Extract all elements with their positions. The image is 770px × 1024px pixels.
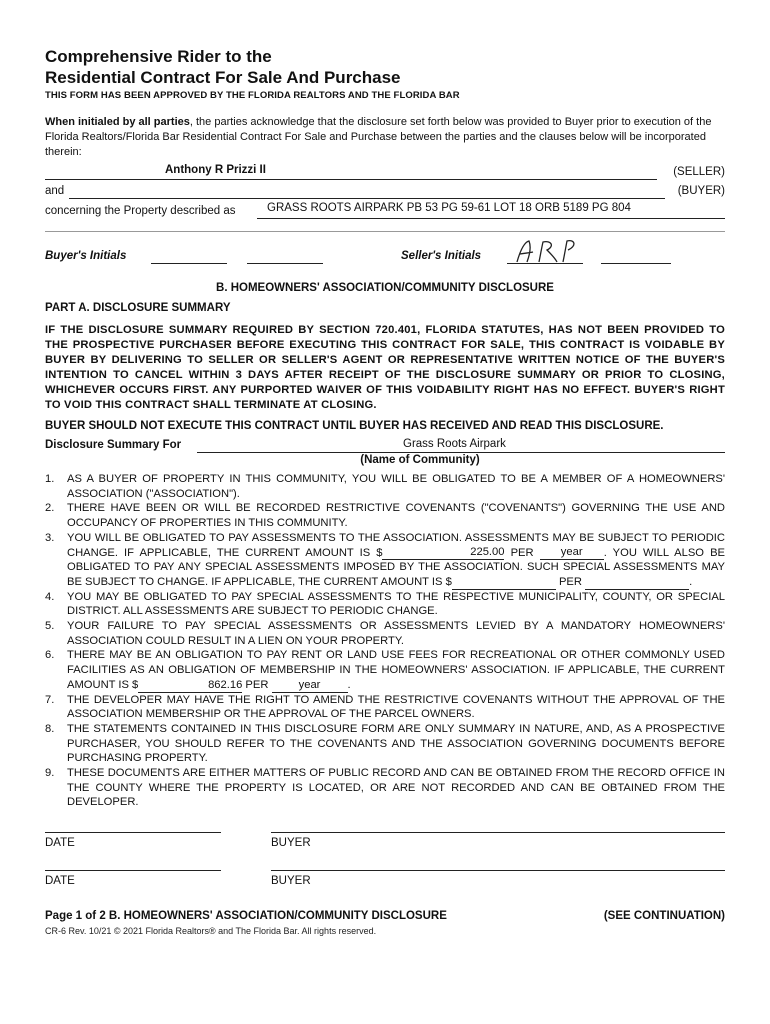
property-extra-line[interactable] xyxy=(45,221,725,232)
buyer-initial-field-1[interactable] xyxy=(151,263,227,264)
property-description: GRASS ROOTS AIRPARK PB 53 PG 59-61 LOT 18 ORB 5189 PG 804 xyxy=(267,202,631,214)
intro-bold: When initialed by all parties xyxy=(45,116,190,128)
buyer-field[interactable] xyxy=(69,183,665,199)
list-item: 1. AS A BUYER OF PROPERTY IN THIS COMMUNITY, YOU WILL BE OBLIGATED TO BE A MEMBER OF A HOMEOWNERS' ASSOCIATION ("ASSOCIATION"). xyxy=(45,473,725,500)
list-item: 8. THE STATEMENTS CONTAINED IN THIS DISCLOSURE FORM ARE ONLY SUMMARY IN NATURE, AND, AS A PROSPECTIVE PURCHASER, YOU SHOULD REFER TO THE COVENANTS AND THE ASSOCIATION GOVERNING DOCUMENTS BEFORE PURCHASING PROPERTY. xyxy=(45,722,725,765)
part-a-heading: PART A. DISCLOSURE SUMMARY xyxy=(45,302,231,314)
property-prefix: concerning the Property described as xyxy=(45,205,236,217)
rent-period-field[interactable]: year xyxy=(272,679,348,693)
disclosure-items xyxy=(45,472,725,810)
special-assessment-amount-field[interactable] xyxy=(452,576,556,590)
initials-row xyxy=(45,242,725,268)
document-page xyxy=(45,46,725,936)
community-name: Grass Roots Airpark xyxy=(403,438,506,450)
community-caption: (Name of Community) xyxy=(360,454,480,466)
special-assessment-period-field[interactable] xyxy=(585,576,689,590)
list-item: 2. THERE HAVE BEEN OR WILL BE RECORDED RESTRICTIVE COVENANTS ("COVENANTS") GOVERNING THE USE AND OCCUPANCY OF PROPERTIES IN THIS COMMUNITY. xyxy=(45,502,725,530)
summary-for-row xyxy=(45,437,725,454)
continuation-note: (SEE CONTINUATION) xyxy=(603,910,725,923)
seller-initials-label: Seller's Initials xyxy=(401,250,482,262)
buyer-signature-field-1[interactable] xyxy=(271,832,725,833)
property-row xyxy=(45,202,725,221)
seller-row xyxy=(45,164,725,183)
buyer-label-2: BUYER xyxy=(271,875,311,888)
date-field-1[interactable] xyxy=(45,832,221,833)
assessment-amount-field[interactable]: 225.00 xyxy=(382,546,504,560)
list-item: 5. YOUR FAILURE TO PAY SPECIAL ASSESSMENTS OR ASSESSMENTS LEVIED BY A MANDATORY HOMEOWNERS' ASSOCIATION COULD RESULT IN A LIEN ON YOUR PROPERTY. xyxy=(45,620,725,647)
section-heading: B. HOMEOWNERS' ASSOCIATION/COMMUNITY DISCLOSURE xyxy=(216,282,554,294)
form-title xyxy=(45,46,725,88)
buyer-initial-field-2[interactable] xyxy=(247,263,323,264)
seller-initials-signature xyxy=(511,238,583,266)
page-footer xyxy=(45,910,725,926)
buyer-label-1: BUYER xyxy=(271,837,311,850)
seller-initial-field-2[interactable] xyxy=(601,263,671,264)
buyer-label: (BUYER) xyxy=(677,185,725,197)
copyright: CR-6 Rev. 10/21 © 2021 Florida Realtors® and The Florida Bar. All rights reserved. xyxy=(45,926,377,937)
intro-text: , the parties acknowledge that the disclosure set forth below was provided to Buyer prior to execution of the Florida Realtors/Florida Bar Residential Contract For Sale and Purchase between the parties and the clauses below will be incorporated therein: xyxy=(45,116,712,158)
buyer-signature-field-2[interactable] xyxy=(271,870,725,871)
list-item: 9. THESE DOCUMENTS ARE EITHER MATTERS OF PUBLIC RECORD AND CAN BE OBTAINED FROM THE RECORD OFFICE IN THE COUNTY WHERE THE PROPERTY IS LOCATED, OR ARE NOT RECORDED AND CAN BE OBTAINED FROM THE DEVELOPER. xyxy=(45,767,725,809)
buyer-row xyxy=(45,183,725,202)
seller-field[interactable] xyxy=(45,164,657,180)
approval-notice: THIS FORM HAS BEEN APPROVED BY THE FLORIDA REALTORS AND THE FLORIDA BAR xyxy=(45,90,460,101)
assessment-period-field[interactable]: year xyxy=(540,546,604,560)
signature-row-1 xyxy=(45,832,725,870)
seller-name: Anthony R Prizzi II xyxy=(165,164,266,176)
intro-paragraph xyxy=(45,115,725,160)
list-item: 7. THE DEVELOPER MAY HAVE THE RIGHT TO AMEND THE RESTRICTIVE COVENANTS WITHOUT THE APPROVAL OF THE ASSOCIATION MEMBERSHIP OR THE APPROVAL OF THE PARCEL OWNERS. xyxy=(45,693,725,721)
page-number: Page 1 of 2 B. HOMEOWNERS' ASSOCIATION/COMMUNITY DISCLOSURE xyxy=(45,910,447,923)
date-label-1: DATE xyxy=(45,837,75,850)
signature-row-2 xyxy=(45,870,725,908)
list-item: 4. YOU MAY BE OBLIGATED TO PAY SPECIAL ASSESSMENTS TO THE RESPECTIVE MUNICIPALITY, COUNTY, OR SPECIAL DISTRICT. ALL ASSESSMENTS ARE SUBJECT TO PERIODIC CHANGE. xyxy=(45,590,725,618)
list-item: 3. YOU WILL BE OBLIGATED TO PAY ASSESSMENTS TO THE ASSOCIATION. ASSESSMENTS MAY BE SUBJECT TO PERIODIC CHANGE. IF APPLICABLE, THE CURRENT AMOUNT IS $ 225.00 PER year . YOU WILL ALSO BE OBLIGATED TO PAY ANY SPECIAL ASSESSMENTS IMPOSED BY THE ASSOCIATION. SUCH SPECIAL ASSESSMENTS MAY BE SUBJECT TO CHANGE. IF APPLICABLE, THE CURRENT AMOUNT IS $ PER . xyxy=(45,531,726,588)
list-item: 6. THERE MAY BE AN OBLIGATION TO PAY RENT OR LAND USE FEES FOR RECREATIONAL OR OTHER COMMONLY USED FACILITIES AS AN OBLIGATION OF MEMBERSHIP IN THE HOMEOWNERS' ASSOCIATION. IF APPLICABLE, THE CURRENT AMOUNT IS $ 862.16 PER year . xyxy=(45,649,725,691)
buyer-prefix: and xyxy=(45,185,65,197)
rent-amount-field[interactable]: 862.16 xyxy=(138,679,242,693)
summary-for-label: Disclosure Summary For xyxy=(45,439,182,451)
date-field-2[interactable] xyxy=(45,870,221,871)
title-line-1: Comprehensive Rider to the xyxy=(45,47,272,66)
buyer-should-notice: BUYER SHOULD NOT EXECUTE THIS CONTRACT UNTIL BUYER HAS RECEIVED AND READ THIS DISCLOSURE. xyxy=(45,420,664,432)
date-label-2: DATE xyxy=(45,875,75,888)
buyer-initials-label: Buyer's Initials xyxy=(45,250,127,262)
voidability-warning: IF THE DISCLOSURE SUMMARY REQUIRED BY SECTION 720.401, FLORIDA STATUTES, HAS NOT BEEN PROVIDED TO THE PROSPECTIVE PURCHASER BEFORE EXECUTING THIS CONTRACT FOR SALE, THIS CONTRACT IS VOIDABLE BY BUYER BY DELIVERING TO SELLER OR SELLER'S AGENT OR REPRESENTATIVE WRITTEN NOTICE OF THE BUYER'S INTENTION TO CANCEL WITHIN 3 DAYS AFTER RECEIPT OF THE DISCLOSURE SUMMARY OR PRIOR TO CLOSING, WHICHEVER OCCURS FIRST. ANY PURPORTED WAIVER OF THIS VOIDABILITY RIGHT HAS NO EFFECT. BUYER'S RIGHT TO VOID THIS CONTRACT SHALL TERMINATE AT CLOSING. xyxy=(45,324,725,411)
title-line-2: Residential Contract For Sale And Purchase xyxy=(45,68,401,87)
seller-label: (SELLER) xyxy=(673,166,725,178)
